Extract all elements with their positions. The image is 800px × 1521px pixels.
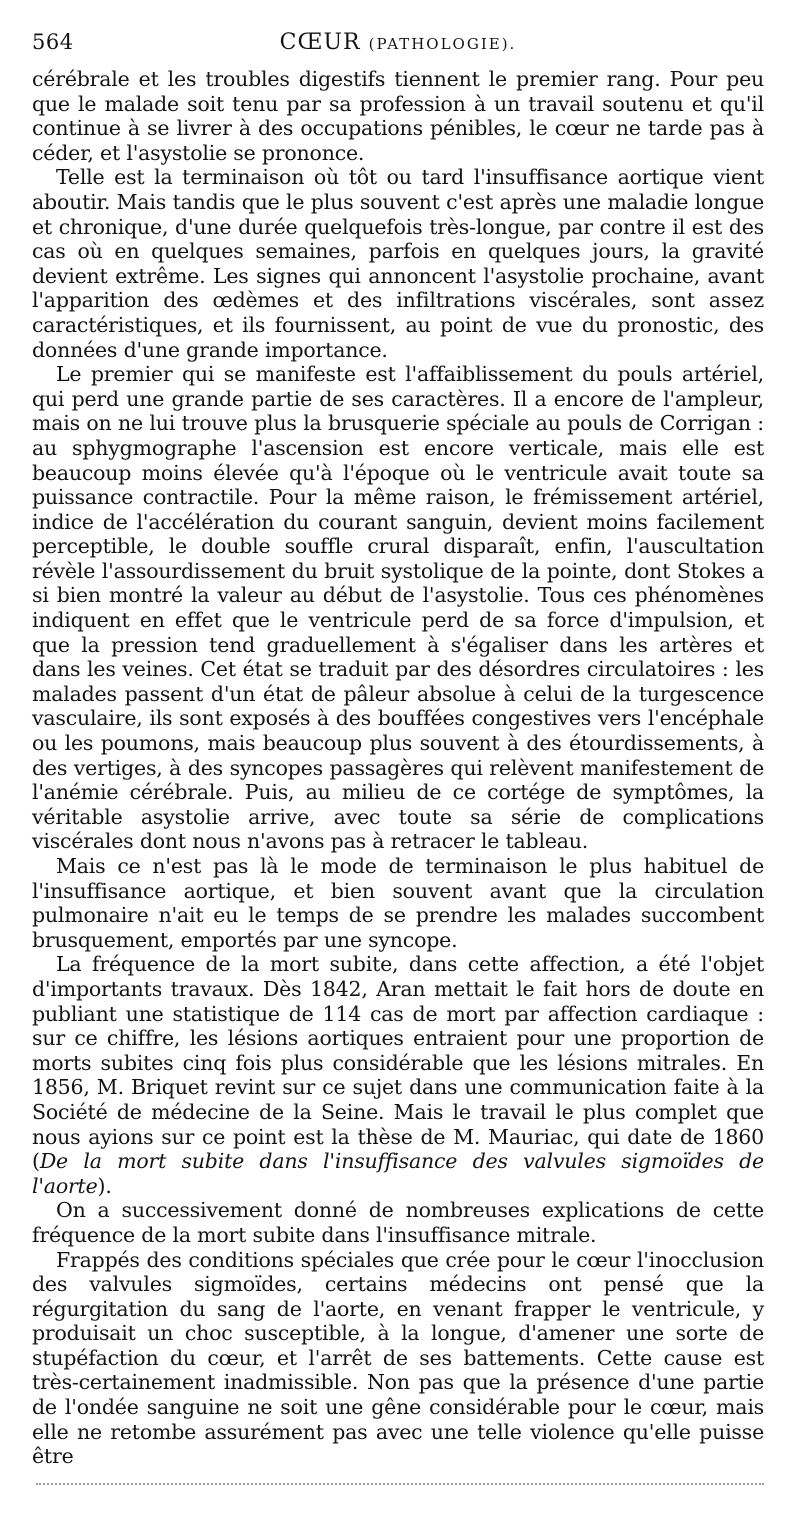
paragraph-explications: On a successivement donné de nombreuses explications de cette fréquence de la mort subite dans l'insuffisance mitrale. bbox=[32, 1198, 764, 1247]
body-text bbox=[32, 67, 764, 1469]
cited-thesis-title: De la mort subite dans l'insuffisance des valvules sigmoïdes de l'aorte bbox=[32, 1149, 764, 1198]
page-number: 564 bbox=[32, 30, 74, 54]
running-title-main: CŒUR bbox=[279, 30, 361, 55]
paragraph-terminaison-habituelle: Mais ce n'est pas là le mode de terminaison le plus habituel de l'insuffisance aortique, et bien souvent avant que la circulation pulmonaire n'ait eu le temps de se prendre les malades succombent brusquement, emportés par une syncope. bbox=[32, 854, 764, 952]
paragraph-continuation: cérébrale et les troubles digestifs tiennent le premier rang. Pour peu que le malade soit tenu par sa profession à un travail soutenu et qu'il continue à se livrer à des occupations pénibles, le cœur ne tarde pas à céder, et l'asystolie se prononce. bbox=[32, 67, 764, 165]
paragraph-affaiblissement-pouls: Le premier qui se manifeste est l'affaiblissement du pouls artériel, qui perd une grande partie de ses caractères. Il a encore de l'ampleur, mais on ne lui trouve plus la brusquerie spéciale au pouls de Corrigan : au sphygmographe l'ascension est encore verticale, mais elle est beaucoup moins élevée qu'à l'époque où le ventricule avait toute sa puissance contractile. Pour la même raison, le frémissement artériel, indice de l'accélération du courant sanguin, devient moins facilement perceptible, le double souffle crural disparaît, enfin, l'auscultation révèle l'assourdissement du bruit systolique de la pointe, dont Stokes a si bien montré la valeur au début de l'asystolie. Tous ces phénomènes indiquent en effet que le ventricule perd de sa force d'impulsion, et que la pression tend graduellement à s'égaliser dans les artères et dans les veines. Cet état se traduit par des désordres circulatoires : les malades passent d'un état de pâleur absolue à celui de la turgescence vasculaire, ils sont exposés à des bouffées congestives vers l'encéphale ou les poumons, mais beaucoup plus souvent à des étourdissements, à des vertiges, à des syncopes passagères qui relèvent manifestement de l'anémie cérébrale. Puis, au milieu de ce cortége de symptômes, la véritable asystolie arrive, avec toute sa série de complications viscérales dont nous n'avons pas à retracer le tableau. bbox=[32, 362, 764, 854]
running-title bbox=[32, 30, 764, 55]
page-header bbox=[32, 30, 764, 62]
footer-dotted-rule bbox=[36, 1483, 764, 1485]
running-title-subtitle: (PATHOLOGIE). bbox=[368, 35, 517, 53]
paragraph-asystolie-terminaison: Telle est la terminaison où tôt ou tard l'insuffisance aortique vient aboutir. Mais tandis que le plus souvent c'est après une maladie longue et chronique, d'une durée quelquefois très-longue, par contre il est des cas où en quelques semaines, parfois en quelques jours, la gravité devient extrême. Les signes qui annoncent l'asystolie prochaine, avant l'apparition des œdèmes et des infiltrations viscérales, sont assez caractéristiques, et ils fournissent, au point de vue du pronostic, des données d'une grande importance. bbox=[32, 165, 764, 362]
paragraph-mort-subite-text: La fréquence de la mort subite, dans cette affection, a été l'objet d'importants travaux. Dès 1842, Aran mettait le fait hors de doute en publiant une statistique de 114 cas de mort par affection cardiaque : sur ce chiffre, les lésions aortiques entraient pour une proportion de morts subites cinq fois plus considérable que les lésions mitrales. En 1856, M. Briquet revint sur ce sujet dans une communication faite à la Société de médecine de la Seine. Mais le travail le plus complet que nous ayions sur ce point est la thèse de M. Mauriac, qui date de 1860 ( bbox=[32, 952, 764, 1174]
paragraph-regurgitation: Frappés des conditions spéciales que crée pour le cœur l'inocclusion des valvules sigmoïdes, certains médecins ont pensé que la régurgitation du sang de l'aorte, en venant frapper le ventricule, y produisait un choc susceptible, à la longue, d'amener une sorte de stupéfaction du cœur, et l'arrêt de ses battements. Cette cause est très-certainement inadmissible. Non pas que la présence d'une partie de l'ondée sanguine ne soit une gêne considérable pour le cœur, mais elle ne retombe assurément pas avec une telle violence qu'elle puisse être bbox=[32, 1247, 764, 1469]
paragraph-mort-subite-frequence bbox=[32, 952, 764, 1198]
paragraph-mort-subite-end: ). bbox=[97, 1173, 112, 1198]
